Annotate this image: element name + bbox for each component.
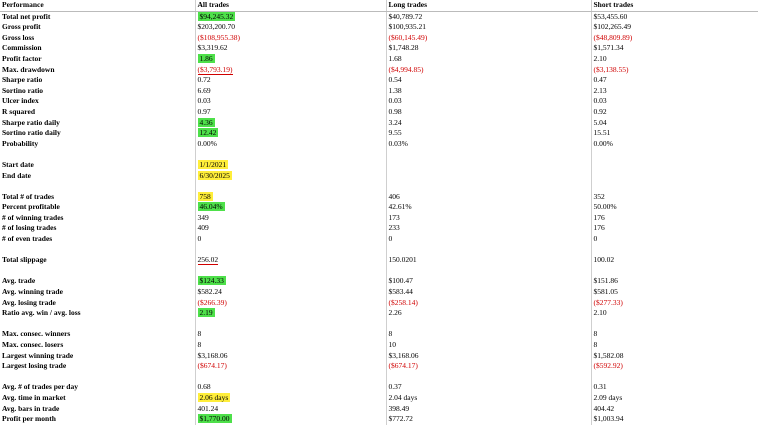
value-all: $124.33 xyxy=(199,276,224,286)
row-label: Profit per month xyxy=(2,414,56,424)
value-long: 0.03% xyxy=(388,138,408,148)
spacer-cell xyxy=(386,266,591,277)
value-long: $583.44 xyxy=(388,287,413,297)
value-short: 0.47 xyxy=(593,75,607,85)
cell-all xyxy=(195,404,386,415)
spacer-cell xyxy=(591,372,758,383)
cell-all xyxy=(195,118,386,129)
value-all: 6.69 xyxy=(197,85,211,95)
table-row xyxy=(0,234,758,245)
cell-short xyxy=(591,255,758,266)
cell-long xyxy=(386,96,591,107)
table-row xyxy=(0,414,758,425)
cell-all xyxy=(195,276,386,287)
value-short: $1,582.08 xyxy=(593,350,624,360)
cell-long xyxy=(386,118,591,129)
spacer-cell xyxy=(0,181,195,192)
header-all-trades: All trades xyxy=(195,0,386,11)
value-all: 0.72 xyxy=(197,75,211,85)
row-label: Largest losing trade xyxy=(2,361,67,371)
row-label: Gross profit xyxy=(2,22,41,32)
value-short: 15.51 xyxy=(593,128,611,138)
cell-short xyxy=(591,276,758,287)
value-long: $100.47 xyxy=(388,276,413,286)
value-all: 8 xyxy=(197,340,202,349)
value-all: 0.00% xyxy=(197,138,217,148)
spacer-row xyxy=(0,149,758,160)
value-short: 50.00% xyxy=(593,202,617,212)
value-all: 256.02 xyxy=(197,255,219,265)
table-row xyxy=(0,223,758,234)
value-short: 0.92 xyxy=(593,106,607,116)
cell-long xyxy=(386,223,591,234)
value-all: ($266.39) xyxy=(197,297,227,307)
cell-all xyxy=(195,160,386,171)
cell-long xyxy=(386,382,591,393)
value-long: $1,748.28 xyxy=(388,43,419,53)
row-label: # of losing trades xyxy=(2,223,57,233)
value-short: $102,265.49 xyxy=(593,22,631,32)
cell-short xyxy=(591,404,758,415)
table-row xyxy=(0,96,758,107)
row-label: Start date xyxy=(2,159,34,169)
row-label: Total slippage xyxy=(2,255,47,265)
value-long: 9.55 xyxy=(388,128,402,138)
header-short-trades: Short trades xyxy=(591,0,758,11)
spacer-cell xyxy=(195,245,386,256)
cell-long xyxy=(386,171,591,182)
cell-short xyxy=(591,308,758,319)
value-short: $53,455.60 xyxy=(593,11,628,21)
cell-all xyxy=(195,22,386,33)
row-label: Sharpe ratio daily xyxy=(2,117,60,127)
row-label: Max. consec. losers xyxy=(2,340,64,349)
value-short: $581.05 xyxy=(593,287,618,297)
cell-all xyxy=(195,11,386,22)
cell-short xyxy=(591,393,758,404)
table-row xyxy=(0,86,758,97)
cell-all xyxy=(195,139,386,150)
spacer-row xyxy=(0,319,758,330)
row-label: Percent profitable xyxy=(2,202,60,212)
cell-long xyxy=(386,404,591,415)
cell-short xyxy=(591,54,758,65)
value-all: 12.42 xyxy=(199,128,217,138)
value-long: 3.24 xyxy=(388,117,402,127)
cell-short xyxy=(591,329,758,340)
value-short: $151.86 xyxy=(593,276,618,286)
row-label: End date xyxy=(2,170,31,180)
cell-all xyxy=(195,223,386,234)
row-label: Sharpe ratio xyxy=(2,75,43,85)
row-label: Sortino ratio daily xyxy=(2,128,61,138)
value-all: 46.04% xyxy=(199,202,223,212)
value-all: $3,319.62 xyxy=(197,43,228,53)
cell-short xyxy=(591,171,758,182)
value-all: 0 xyxy=(197,234,202,244)
spacer-cell xyxy=(0,372,195,383)
cell-short xyxy=(591,86,758,97)
table-row xyxy=(0,298,758,309)
cell-all xyxy=(195,86,386,97)
value-all: 2.19 xyxy=(199,308,213,318)
cell-short xyxy=(591,298,758,309)
cell-long xyxy=(386,351,591,362)
cell-long xyxy=(386,414,591,425)
value-long: 2.26 xyxy=(388,308,402,318)
row-label: Gross loss xyxy=(2,32,35,42)
table-row xyxy=(0,213,758,224)
value-short: ($277.33) xyxy=(593,297,623,307)
value-short: 0.31 xyxy=(593,382,607,392)
value-short: $1,003.94 xyxy=(593,414,624,424)
spacer-row xyxy=(0,245,758,256)
value-long: 1.38 xyxy=(388,85,402,95)
value-all: 0.68 xyxy=(197,382,211,392)
cell-short xyxy=(591,192,758,203)
row-label: Max. consec. winners xyxy=(2,329,71,339)
cell-long xyxy=(386,234,591,245)
cell-long xyxy=(386,107,591,118)
table-row xyxy=(0,43,758,54)
value-long: 2.04 days xyxy=(388,392,418,402)
row-label: Largest winning trade xyxy=(2,350,74,360)
value-short: 352 xyxy=(593,191,605,201)
cell-short xyxy=(591,11,758,22)
value-short: 2.09 days xyxy=(593,392,623,402)
table-row xyxy=(0,361,758,372)
cell-all xyxy=(195,75,386,86)
cell-long xyxy=(386,86,591,97)
cell-short xyxy=(591,160,758,171)
cell-long xyxy=(386,139,591,150)
value-short: 404.42 xyxy=(593,403,615,413)
value-long: ($674.17) xyxy=(388,361,418,371)
value-short: 176 xyxy=(593,212,605,222)
table-row xyxy=(0,107,758,118)
table-row xyxy=(0,33,758,44)
spacer-cell xyxy=(386,245,591,256)
spacer-cell xyxy=(195,319,386,330)
cell-long xyxy=(386,255,591,266)
value-long: ($4,994.85) xyxy=(388,64,424,74)
value-all: $3,168.06 xyxy=(197,350,228,360)
cell-long xyxy=(386,128,591,139)
cell-long xyxy=(386,308,591,319)
value-long: 10 xyxy=(388,340,396,349)
cell-long xyxy=(386,276,591,287)
table-row xyxy=(0,192,758,203)
value-all: $94,245.32 xyxy=(199,11,234,21)
cell-short xyxy=(591,340,758,351)
header-long-trades: Long trades xyxy=(386,0,591,11)
row-label: Total # of trades xyxy=(2,191,55,201)
spacer-cell xyxy=(591,181,758,192)
cell-all xyxy=(195,213,386,224)
cell-all xyxy=(195,393,386,404)
value-long: $772.72 xyxy=(388,414,413,424)
cell-all xyxy=(195,361,386,372)
cell-long xyxy=(386,75,591,86)
value-all: 409 xyxy=(197,223,209,233)
table-row xyxy=(0,351,758,362)
table-row xyxy=(0,128,758,139)
cell-short xyxy=(591,33,758,44)
table-row xyxy=(0,287,758,298)
cell-short xyxy=(591,223,758,234)
value-short: ($3,138.55) xyxy=(593,64,629,74)
value-all: 349 xyxy=(197,212,209,222)
value-all: 1.86 xyxy=(199,53,213,63)
cell-short xyxy=(591,414,758,425)
cell-all xyxy=(195,287,386,298)
value-short: 0.00% xyxy=(593,138,613,148)
table-row xyxy=(0,75,758,86)
row-label: Commission xyxy=(2,43,42,53)
cell-short xyxy=(591,75,758,86)
row-label: # of winning trades xyxy=(2,212,64,222)
table-row xyxy=(0,393,758,404)
cell-short xyxy=(591,361,758,372)
table-row xyxy=(0,255,758,266)
value-all: ($674.17) xyxy=(197,361,227,371)
cell-long xyxy=(386,54,591,65)
cell-all xyxy=(195,351,386,362)
cell-short xyxy=(591,202,758,213)
value-long: ($258.14) xyxy=(388,297,418,307)
spacer-row xyxy=(0,266,758,277)
table-row xyxy=(0,329,758,340)
value-short: 2.10 xyxy=(593,53,607,63)
row-label: Total net profit xyxy=(2,11,51,21)
value-long: $100,935.21 xyxy=(388,22,426,32)
row-label: Probability xyxy=(2,138,39,148)
table-row xyxy=(0,202,758,213)
value-all: ($3,793.19) xyxy=(197,64,233,74)
cell-all xyxy=(195,107,386,118)
cell-all xyxy=(195,192,386,203)
cell-short xyxy=(591,65,758,76)
value-all: 8 xyxy=(197,329,202,339)
cell-long xyxy=(386,213,591,224)
cell-all xyxy=(195,298,386,309)
cell-short xyxy=(591,43,758,54)
spacer-cell xyxy=(195,149,386,160)
value-long: 0.98 xyxy=(388,106,402,116)
value-all: 0.97 xyxy=(197,106,211,116)
value-long: ($60,145.49) xyxy=(388,32,428,42)
value-short: 2.10 xyxy=(593,308,607,318)
value-long: 233 xyxy=(388,223,400,233)
spacer-cell xyxy=(195,181,386,192)
table-row xyxy=(0,404,758,415)
cell-short xyxy=(591,351,758,362)
value-long: 0.54 xyxy=(388,75,402,85)
spacer-cell xyxy=(0,319,195,330)
table-row xyxy=(0,340,758,351)
cell-all xyxy=(195,65,386,76)
row-label: Avg. winning trade xyxy=(2,287,63,297)
value-short: 8 xyxy=(593,329,598,339)
cell-all xyxy=(195,308,386,319)
table-row xyxy=(0,54,758,65)
row-label: Profit factor xyxy=(2,53,42,63)
value-long: 0.03 xyxy=(388,96,402,106)
cell-all xyxy=(195,255,386,266)
row-label: Avg. bars in trade xyxy=(2,403,60,413)
cell-long xyxy=(386,43,591,54)
cell-long xyxy=(386,65,591,76)
table-body xyxy=(0,11,758,425)
cell-all xyxy=(195,128,386,139)
cell-short xyxy=(591,107,758,118)
value-short: 176 xyxy=(593,223,605,233)
cell-all xyxy=(195,43,386,54)
spacer-cell xyxy=(591,319,758,330)
cell-long xyxy=(386,393,591,404)
row-label: Avg. trade xyxy=(2,276,36,286)
spacer-cell xyxy=(0,266,195,277)
cell-long xyxy=(386,160,591,171)
value-long: 150.0201 xyxy=(388,255,417,265)
row-label: Avg. losing trade xyxy=(2,297,56,307)
table-row xyxy=(0,22,758,33)
spacer-row xyxy=(0,372,758,383)
spacer-cell xyxy=(195,266,386,277)
value-long: 173 xyxy=(388,212,400,222)
row-label: Ratio avg. win / avg. loss xyxy=(2,308,81,318)
cell-long xyxy=(386,22,591,33)
value-all: 6/30/2025 xyxy=(199,170,230,180)
spacer-cell xyxy=(386,319,591,330)
table-row xyxy=(0,118,758,129)
cell-all xyxy=(195,171,386,182)
cell-long xyxy=(386,340,591,351)
value-short: 8 xyxy=(593,340,598,349)
table-header-row xyxy=(0,0,758,11)
table-row xyxy=(0,160,758,171)
value-long: $40,789.72 xyxy=(388,11,423,21)
cell-short xyxy=(591,139,758,150)
spacer-cell xyxy=(0,245,195,256)
value-long: $3,168.06 xyxy=(388,350,419,360)
spacer-cell xyxy=(386,149,591,160)
value-all: 758 xyxy=(199,191,211,201)
cell-long xyxy=(386,33,591,44)
spacer-cell xyxy=(195,372,386,383)
value-long: 1.68 xyxy=(388,53,402,63)
spacer-row xyxy=(0,181,758,192)
value-all: 1/1/2021 xyxy=(199,159,227,169)
value-all: 401.24 xyxy=(197,403,219,413)
spacer-cell xyxy=(386,372,591,383)
cell-short xyxy=(591,128,758,139)
row-label: Avg. time in market xyxy=(2,392,66,402)
cell-short xyxy=(591,234,758,245)
value-long: 406 xyxy=(388,191,400,201)
table-row xyxy=(0,139,758,150)
spacer-cell xyxy=(0,149,195,160)
cell-all xyxy=(195,234,386,245)
value-short: 100.02 xyxy=(593,255,615,265)
spacer-cell xyxy=(591,266,758,277)
value-long: 0.37 xyxy=(388,382,402,392)
table-row xyxy=(0,171,758,182)
value-all: $1,770.00 xyxy=(199,414,230,424)
table-row xyxy=(0,382,758,393)
header-performance: Performance xyxy=(0,0,195,11)
table-row xyxy=(0,308,758,319)
value-short: ($48,809.89) xyxy=(593,32,633,42)
value-all: 4.36 xyxy=(199,117,213,127)
value-long: 42.61% xyxy=(388,202,412,212)
table-row xyxy=(0,11,758,22)
row-label: Sortino ratio xyxy=(2,85,44,95)
spacer-cell xyxy=(591,245,758,256)
value-short: ($592.92) xyxy=(593,361,623,371)
table-row xyxy=(0,65,758,76)
cell-all xyxy=(195,382,386,393)
cell-long xyxy=(386,192,591,203)
spacer-cell xyxy=(386,181,591,192)
row-label: Ulcer index xyxy=(2,96,39,106)
cell-long xyxy=(386,298,591,309)
cell-short xyxy=(591,22,758,33)
value-short: 5.04 xyxy=(593,117,607,127)
value-all: 0.03 xyxy=(197,96,211,106)
row-label: Avg. # of trades per day xyxy=(2,382,78,392)
value-all: $203,200.70 xyxy=(197,22,235,32)
cell-all xyxy=(195,329,386,340)
cell-long xyxy=(386,202,591,213)
cell-long xyxy=(386,329,591,340)
value-long: 8 xyxy=(388,329,393,339)
cell-all xyxy=(195,340,386,351)
cell-all xyxy=(195,202,386,213)
value-long: 0 xyxy=(388,234,393,244)
table-row xyxy=(0,276,758,287)
cell-all xyxy=(195,54,386,65)
cell-all xyxy=(195,414,386,425)
cell-short xyxy=(591,287,758,298)
cell-long xyxy=(386,361,591,372)
value-short: 0.03 xyxy=(593,96,607,106)
value-all: 2.06 days xyxy=(199,392,229,402)
spacer-cell xyxy=(591,149,758,160)
value-short: 0 xyxy=(593,234,598,244)
cell-all xyxy=(195,33,386,44)
row-label: R squared xyxy=(2,106,35,116)
cell-long xyxy=(386,11,591,22)
value-short: 2.13 xyxy=(593,85,607,95)
cell-short xyxy=(591,118,758,129)
value-long: 398.49 xyxy=(388,403,410,413)
cell-short xyxy=(591,213,758,224)
row-label: Max. drawdown xyxy=(2,64,55,74)
value-all: ($108,955.38) xyxy=(197,32,240,42)
value-short: $1,571.34 xyxy=(593,43,624,53)
row-label: # of even trades xyxy=(2,234,53,244)
cell-short xyxy=(591,382,758,393)
cell-all xyxy=(195,96,386,107)
value-all: $582.24 xyxy=(197,287,222,297)
cell-long xyxy=(386,287,591,298)
cell-short xyxy=(591,96,758,107)
